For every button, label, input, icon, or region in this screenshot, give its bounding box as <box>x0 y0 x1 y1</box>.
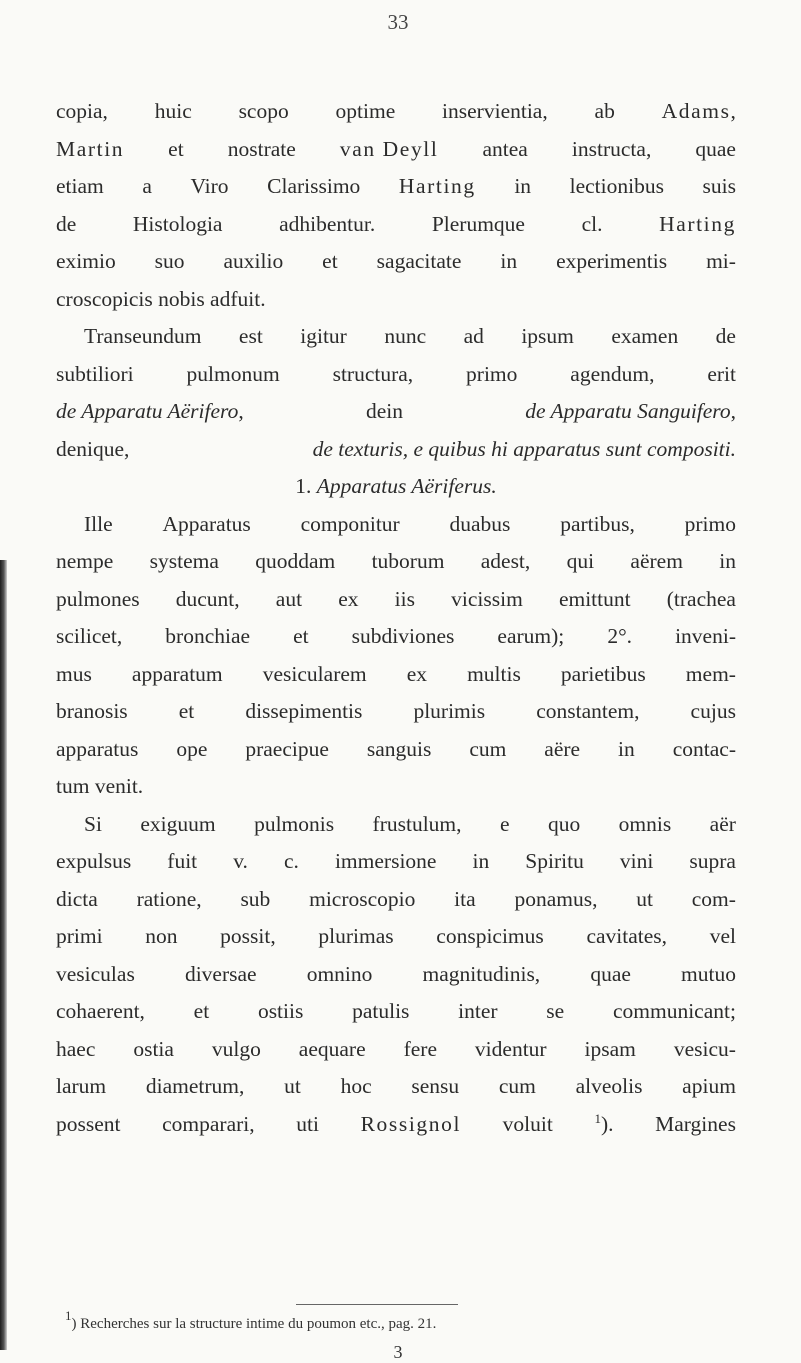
signature-mark: 3 <box>393 1342 403 1362</box>
text-line: tum venit. <box>56 774 144 798</box>
text-line: de Apparatu Aërifero, dein de Apparatu Sanguifero, <box>56 399 736 423</box>
text-line: vesiculas diversae omnino magnitudinis, quae mutuo <box>56 961 736 986</box>
text-line: branosis et dissepimentis plurimis constantem, cujus <box>56 699 736 723</box>
text-line: denique, de texturis, e quibus hi apparatus sunt compositi. <box>56 436 736 461</box>
text-line: eximio suo auxilio et sagacitate in experimentis mi- <box>56 249 736 273</box>
text-line: larum diametrum, ut hoc sensu cum alveolis apium <box>56 1074 736 1098</box>
text-line: nempe systema quoddam tuborum adest, qui aërem in <box>56 549 736 573</box>
text-line: mus apparatum vesicularem ex multis parietibus mem- <box>56 661 736 686</box>
text-line: possent comparari, uti Rossignol voluit $^1$). Margines <box>56 1110 736 1136</box>
text-line: etiam a Viro Clarissimo Harting in lectionibus suis <box>56 174 736 198</box>
text-line: copia, huic scopo optime inservientia, ab Adams, <box>56 99 736 123</box>
text-line: cohaerent, et ostiis patulis inter se communicant; <box>56 999 736 1023</box>
text-line: apparatus ope praecipue sanguis cum aëre in contac- <box>56 736 736 761</box>
text-line: dicta ratione, sub microscopio ita ponamus, ut com- <box>56 886 736 911</box>
text-line: subtiliori pulmonum structura, primo agendum, erit <box>56 361 736 386</box>
text-line: Ille Apparatus componitur duabus partibus, primo <box>84 511 736 536</box>
book-binding-edge <box>0 560 7 1350</box>
page-number: 33 <box>387 10 409 34</box>
body-text <box>56 93 736 1143</box>
text-line: expulsus fuit v. c. immersione in Spiritu vini supra <box>56 849 736 873</box>
text-line: Si exiguum pulmonis frustulum, e quo omnis aër <box>84 811 736 836</box>
text-line: Martin et nostrate van Deyll antea instructa, quae <box>56 136 736 161</box>
text-line: haec ostia vulgo aequare fere videntur ipsam vesicu- <box>56 1036 736 1061</box>
footnote: $^1$) Recherches sur la structure intime du poumon etc., pag. 21. <box>65 1308 437 1332</box>
text-line: de Histologia adhibentur. Plerumque cl. Harting <box>56 211 736 236</box>
text-line: primi non possit, plurimas conspicimus cavitates, vel <box>56 924 736 948</box>
text-line: croscopicis nobis adfuit. <box>56 286 266 311</box>
text-line: pulmones ducunt, aut ex iis vicissim emittunt (trachea <box>56 586 736 611</box>
section-heading: 1. Apparatus Aëriferus. <box>295 474 497 498</box>
text-line: scilicet, bronchiae et subdiviones earum); 2°. inveni- <box>56 624 736 648</box>
text-line: Transeundum est igitur nunc ad ipsum examen de <box>84 324 736 348</box>
footnote-rule <box>296 1304 458 1305</box>
